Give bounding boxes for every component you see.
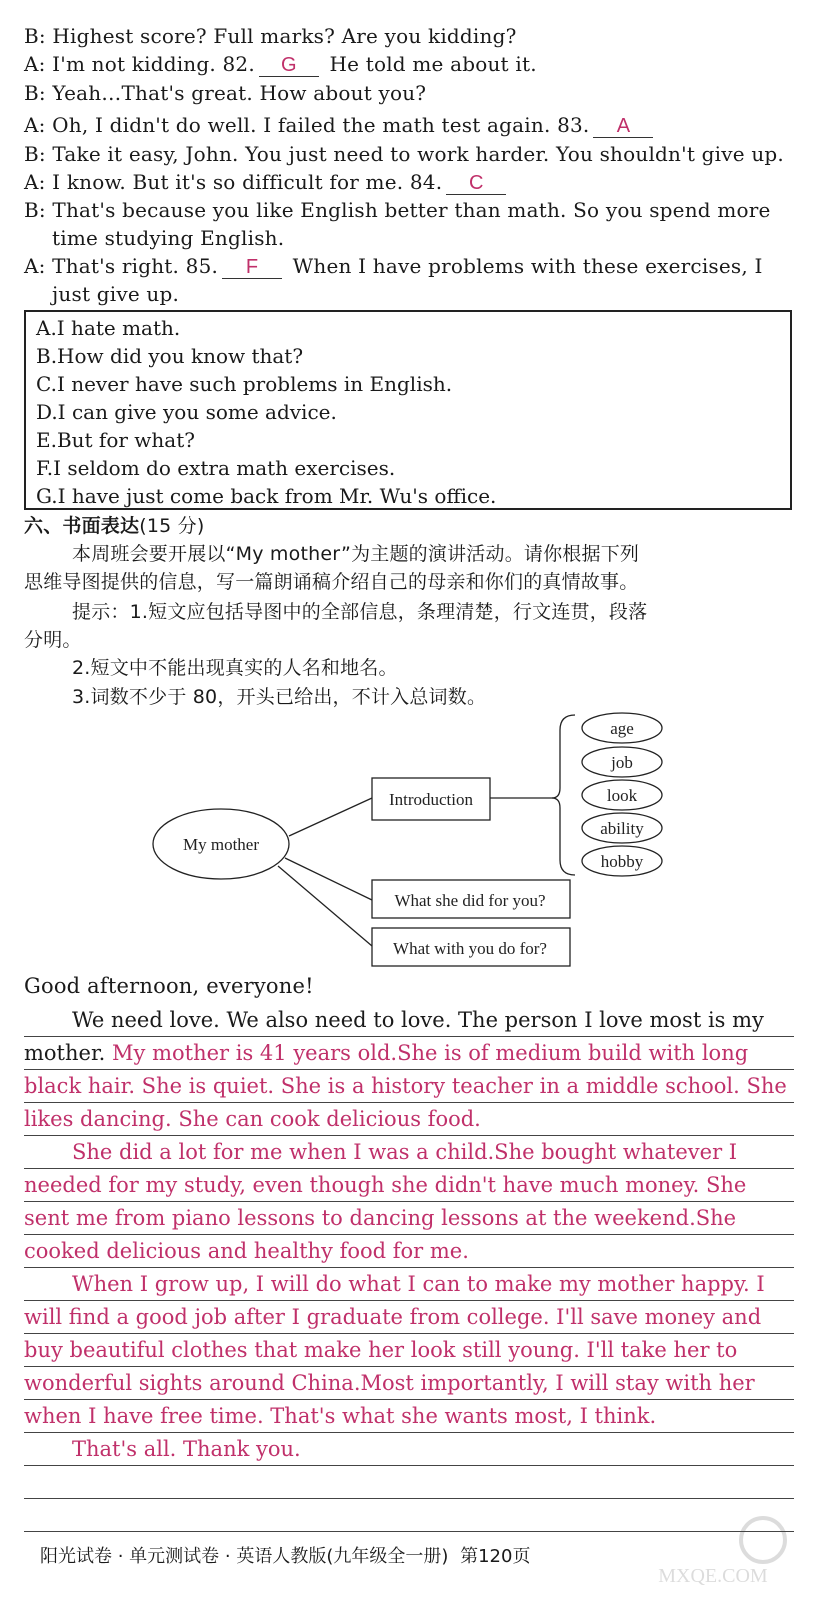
brace	[552, 715, 575, 875]
you-node: What with you do for?	[393, 939, 547, 958]
options-box	[24, 310, 792, 510]
essay-line-12: wonderful sights around China.Most importantly, I will stay with her	[24, 1371, 755, 1395]
tip-line-2: 分明。	[24, 629, 82, 651]
svg-text:MXQE.COM: MXQE.COM	[658, 1565, 768, 1587]
dialogue-line-1: B: Highest score? Full marks? Are you kidding?	[24, 24, 517, 48]
essay-line-8: cooked delicious and healthy food for me.	[24, 1239, 469, 1263]
sub-look: look	[606, 786, 638, 805]
option-d: D.I can give you some advice.	[36, 400, 337, 424]
option-g: G.I have just come back from Mr. Wu's office.	[36, 484, 497, 508]
tip-line-1: 提示：1.短文应包括导图中的全部信息，条理清楚，行文连贯，段落	[72, 601, 648, 623]
essay-line-10: will find a good job after I graduate from college. I'll save money and	[24, 1305, 762, 1329]
tip-3: 3.词数不少于 80，开头已给出，不计入总词数。	[72, 686, 487, 708]
dialogue-line-3: B: Yeah…That's great. How about you?	[24, 81, 427, 105]
footer-title: 阳光试卷 · 单元测试卷 · 英语人教版(九年级全一册)	[40, 1546, 449, 1567]
did-node: What she did for you?	[394, 891, 546, 910]
sub-age: age	[610, 719, 634, 738]
option-e: E.But for what?	[36, 428, 195, 452]
option-b: B.How did you know that?	[36, 344, 304, 368]
essay-line-4: likes dancing. She can cook delicious food.	[24, 1107, 481, 1131]
essay-line-6: needed for my study, even though she didn't have much money. She	[24, 1173, 747, 1197]
sub-hobby: hobby	[600, 852, 644, 871]
essay-line-11: buy beautiful clothes that make her look still young. I'll take her to	[24, 1338, 738, 1362]
intro-node: Introduction	[388, 790, 474, 809]
dialogue-line-5: B: Take it easy, John. You just need to work harder. You shouldn't give up.	[24, 142, 784, 166]
essay-line-3: black hair. She is quiet. She is a history teacher in a middle school. She	[24, 1074, 787, 1098]
answer-83: A	[593, 115, 653, 138]
watermark-logo	[613, 1510, 813, 1590]
mind-map	[0, 700, 833, 975]
page-number: 第120页	[460, 1546, 531, 1567]
essay-line-13: when I have free time. That's what she wants most, I think.	[24, 1404, 657, 1428]
dialogue-line-6: A: I know. But it's so difficult for me. 84. C	[24, 168, 510, 196]
dialogue-line-7: B: That's because you like English better than math. So you spend more	[24, 198, 771, 222]
footer	[40, 1542, 530, 1568]
dialogue-line-2: A: I'm not kidding. 82. G He told me about it.	[24, 52, 537, 76]
option-c: C.I never have such problems in English.	[36, 372, 453, 396]
center-node: My mother	[182, 835, 260, 854]
essay-greeting: Good afternoon, everyone!	[24, 974, 314, 998]
option-f: F.I seldom do extra math exercises.	[36, 456, 396, 480]
intro-line-2: 思维导图提供的信息，写一篇朗诵稿介绍自己的母亲和你们的真情故事。	[24, 571, 639, 593]
essay-rule-15	[24, 1466, 794, 1499]
tip-2: 2.短文中不能出现真实的人名和地名。	[72, 657, 398, 679]
answer-84: C	[446, 172, 506, 195]
dialogue-line-8: A: That's right. 85. F When I have problems with these exercises, I	[24, 254, 763, 278]
section-title: 六、书面表达(15 分)	[24, 515, 205, 537]
sub-ability: ability	[600, 819, 644, 838]
answer-85: F	[222, 256, 282, 279]
essay-line-9: When I grow up, I will do what I can to make my mother happy. I	[72, 1272, 765, 1296]
essay-line-14: That's all. Thank you.	[72, 1437, 301, 1461]
dialogue-line-4: A: Oh, I didn't do well. I failed the math test again. 83. A	[24, 111, 657, 139]
intro-line-1: 本周班会要开展以“My mother”为主题的演讲活动。请你根据下列	[72, 543, 640, 565]
dialogue-line-8-cont: just give up.	[52, 282, 180, 306]
sub-job: job	[611, 753, 633, 772]
essay-line-1: We need love. We also need to love. The person I love most is my	[72, 1008, 764, 1032]
essay-line-7: sent me from piano lessons to dancing lessons at the weekend.She	[24, 1206, 737, 1230]
dialogue-line-7-cont: time studying English.	[52, 226, 285, 250]
essay-line-2: mother. My mother is 41 years old.She is of medium build with long	[24, 1041, 749, 1065]
essay-line-5: She did a lot for me when I was a child.She bought whatever I	[72, 1140, 738, 1164]
answer-82: G	[259, 54, 319, 77]
option-a: A.I hate math.	[36, 316, 181, 340]
